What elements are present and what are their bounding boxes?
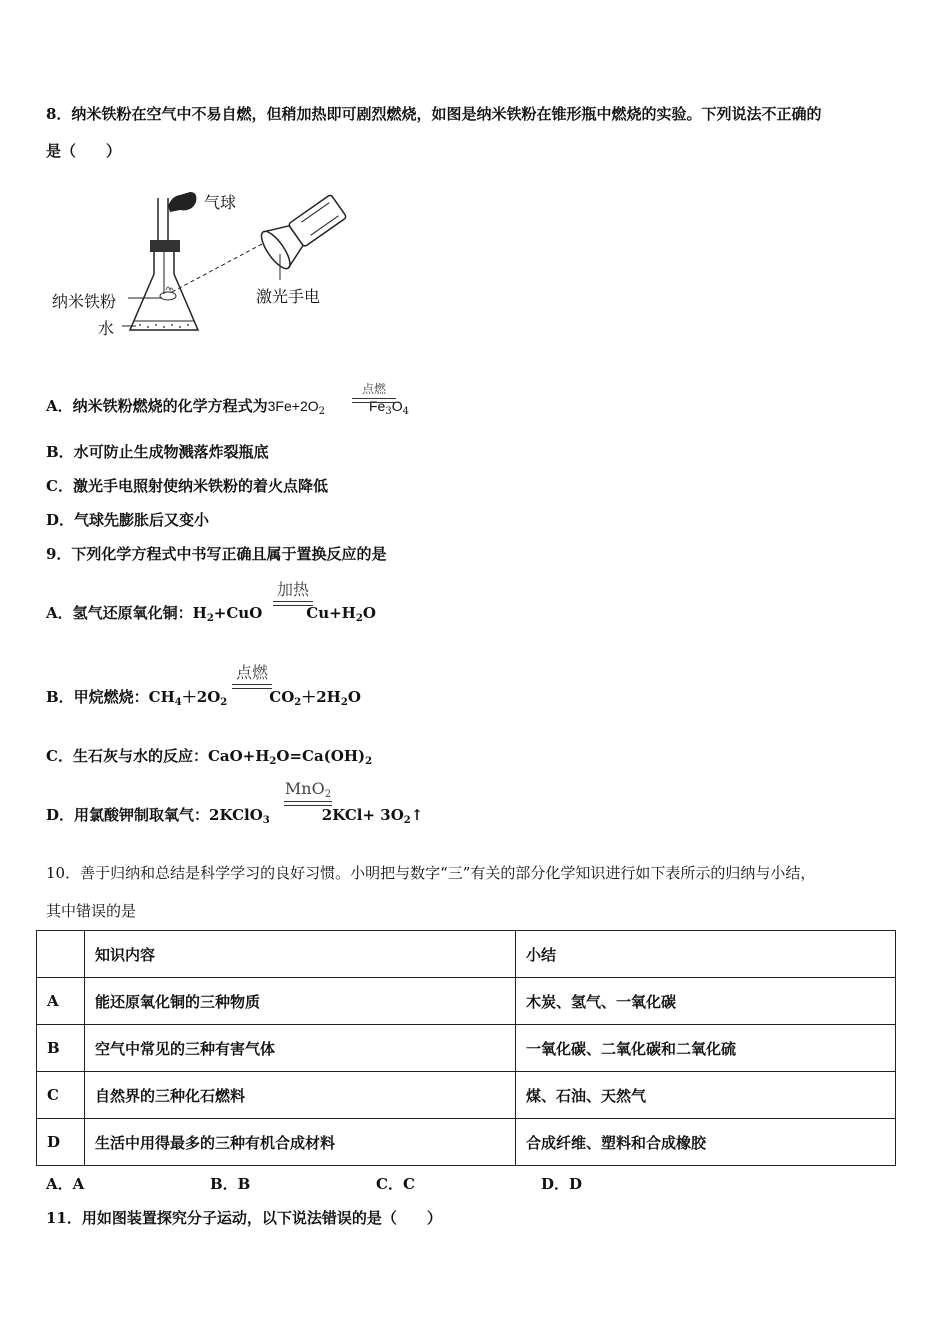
table-header-row xyxy=(37,931,896,978)
q8-option-a-lhs-sub: 2 xyxy=(318,406,325,417)
q9-option-b-mid: ＋2O xyxy=(181,688,221,706)
q8-experiment-figure xyxy=(40,178,360,343)
table-cell: 合成纤维、塑料和合成橡胶 xyxy=(516,1119,896,1166)
table-header-cell: 知识内容 xyxy=(85,931,516,978)
table-cell: A xyxy=(37,978,85,1025)
table-cell: C xyxy=(37,1072,85,1119)
table-cell: 能还原氧化铜的三种物质 xyxy=(85,978,516,1025)
q9-option-b-rhs: CO xyxy=(269,688,295,706)
q9-option-a-rhs-sub: 2 xyxy=(355,613,363,624)
q9-option-c xyxy=(46,745,372,767)
q9-option-d-rhs-end: ↑ xyxy=(410,806,424,824)
q9-option-b-rhs-mid: ＋2H xyxy=(301,688,341,706)
q9-option-b-condition xyxy=(231,660,273,689)
q9-option-d-condition xyxy=(282,779,334,806)
q9-option-b-condition-text: 点燃 xyxy=(235,663,268,682)
iron-powder-label: 纳米铁粉 xyxy=(52,292,117,311)
q8-stem-line2: 是（ ） xyxy=(46,142,122,160)
q9-option-c-sub2: 2 xyxy=(365,756,373,767)
q9-option-a-sub: 2 xyxy=(206,613,214,624)
q9-option-c-mid: O=Ca(OH) xyxy=(276,747,366,765)
table-cell: 一氧化碳、二氧化碳和二氧化硫 xyxy=(516,1025,896,1072)
q9-option-b xyxy=(46,686,361,708)
q8-option-a-rhs-sub1: 3 xyxy=(385,406,392,417)
q9-option-b-text: B．甲烷燃烧：CH xyxy=(46,688,175,706)
q9-option-b-sub2: 2 xyxy=(220,697,228,708)
q10-option-c: C．C xyxy=(376,1175,415,1193)
q9-option-a-rhs-end: O xyxy=(362,604,376,622)
q10-option-b: B．B xyxy=(210,1175,251,1193)
flashlight-label: 激光手电 xyxy=(256,287,321,306)
q9-option-a-rest: +CuO xyxy=(213,604,263,622)
q8-option-a-rhs: Fe xyxy=(369,398,386,414)
q10-stem-line1: 10．善于归纳和总结是科学学习的良好习惯。小明把与数字“三”有关的部分化学知识进行如下表所示的归纳与小结， xyxy=(46,864,816,882)
q8-option-b: B．水可防止生成物溅落炸裂瓶底 xyxy=(46,443,269,461)
equals-sign xyxy=(232,684,272,689)
q9-stem: 9．下列化学方程式中书写正确且属于置换反应的是 xyxy=(46,545,387,563)
q8-option-a-text: A．纳米铁粉燃烧的化学方程式为 xyxy=(46,397,268,415)
q9-option-d-sub: 3 xyxy=(262,815,270,826)
table-row xyxy=(37,1025,896,1072)
q9-option-d-text: D．用氯酸钾制取氧气：2KClO xyxy=(46,806,263,824)
q10-knowledge-table xyxy=(36,930,896,1166)
q8-stem-line1: 8．纳米铁粉在空气中不易自燃，但稍加热即可剧烈燃烧，如图是纳米铁粉在锥形瓶中燃烧的实验。下列说法不正确的 xyxy=(46,105,822,123)
q9-option-c-sub1: 2 xyxy=(269,756,277,767)
equals-sign xyxy=(352,398,396,403)
q11-stem: 11．用如图装置探究分子运动，以下说法错误的是（ ） xyxy=(46,1209,442,1227)
q10-option-a: A．A xyxy=(46,1175,85,1193)
q10-stem-line2: 其中错误的是 xyxy=(46,902,137,920)
balloon-label: 气球 xyxy=(204,193,237,212)
equals-sign xyxy=(273,601,313,606)
q9-option-a-rhs: Cu+H xyxy=(306,604,356,622)
q9-option-d xyxy=(46,804,423,826)
q9-option-b-rhs-end: O xyxy=(347,688,361,706)
table-cell: 煤、石油、天然气 xyxy=(516,1072,896,1119)
q8-option-c: C．激光手电照射使纳米铁粉的着火点降低 xyxy=(46,477,328,495)
q9-option-b-rhs-sub2: 2 xyxy=(340,697,348,708)
table-row xyxy=(37,1072,896,1119)
q9-option-c-text: C．生石灰与水的反应：CaO+H xyxy=(46,747,270,765)
q9-option-d-rhs: 2KCl+ 3O xyxy=(321,806,404,824)
q10-option-d: D．D xyxy=(541,1175,583,1193)
table-row xyxy=(37,978,896,1025)
table-row xyxy=(37,1119,896,1166)
table-cell: 生活中用得最多的三种有机合成材料 xyxy=(85,1119,516,1166)
q9-option-a-text: A．氢气还原氧化铜：H xyxy=(46,604,207,622)
q8-option-a-lhs: 3Fe+2O xyxy=(267,398,319,414)
q9-option-b-rhs-sub: 2 xyxy=(294,697,302,708)
q8-option-a-condition-text: 点燃 xyxy=(361,382,386,396)
balloon-shape xyxy=(168,192,196,212)
q9-option-a-condition-text: 加热 xyxy=(276,580,309,599)
table-header-cell: 小结 xyxy=(516,931,896,978)
table-cell: B xyxy=(37,1025,85,1072)
table-cell: D xyxy=(37,1119,85,1166)
q9-option-d-condition-sub: 2 xyxy=(324,789,332,800)
table-cell: 自然界的三种化石燃料 xyxy=(85,1072,516,1119)
q9-option-d-rhs-sub: 2 xyxy=(403,815,411,826)
water-label: 水 xyxy=(98,319,115,338)
q9-option-a-condition xyxy=(272,577,314,606)
equals-sign xyxy=(284,801,332,806)
q9-option-b-sub1: 4 xyxy=(174,697,182,708)
q8-option-a-rhs-o: O xyxy=(391,398,403,414)
q9-option-a xyxy=(46,602,376,624)
q9-option-d-condition-text: MnO xyxy=(284,779,325,798)
q8-option-d: D．气球先膨胀后又变小 xyxy=(46,511,210,529)
q8-option-a-condition xyxy=(352,380,396,403)
table-cell: 木炭、氢气、一氧化碳 xyxy=(516,978,896,1025)
table-header-cell xyxy=(37,931,85,978)
table-cell: 空气中常见的三种有害气体 xyxy=(85,1025,516,1072)
q8-option-a-rhs-sub2: 4 xyxy=(402,406,409,417)
